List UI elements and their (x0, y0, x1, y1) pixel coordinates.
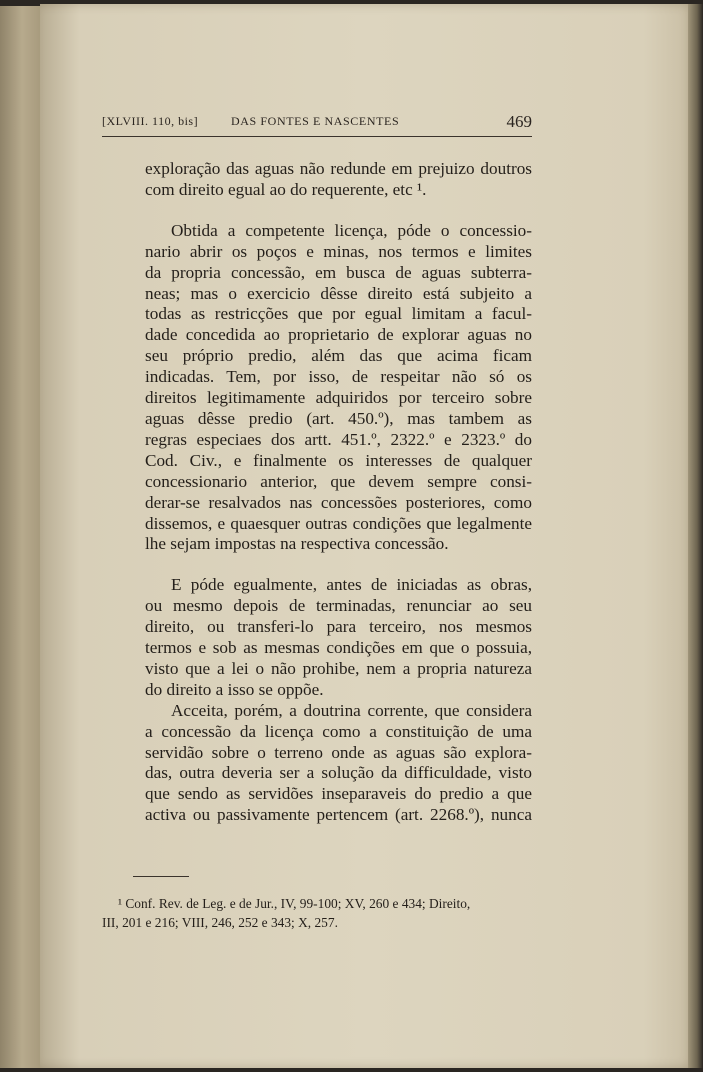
text-line: visto que a lei o não prohibe, nem a propria natureza (145, 658, 532, 678)
facing-page-edge (0, 6, 42, 1068)
page-number: 469 (506, 112, 532, 131)
text-line: direito, ou transferi-lo para terceiro, nos mesmos (145, 617, 532, 637)
text-line: aguas dêsse predio (art. 450.º), mas tambem as (145, 408, 532, 428)
text-line: Acceita, porém, a doutrina corrente, que considera (171, 700, 532, 720)
text-line: termos e sob as mesmas condições em que o possuia, (145, 638, 532, 658)
text-line: Cod. Civ., e finalmente os interesses de qualquer (145, 450, 532, 470)
text-line: E póde egualmente, antes de iniciadas as obras, (171, 575, 532, 595)
footnote-rule (133, 876, 189, 877)
text-line: dade concedida ao proprietario de explorar aguas no (145, 325, 532, 345)
text-line: todas as restricções que por egual limitam a facul- (145, 304, 532, 324)
text-line: nario abrir os poços e minas, nos termos e limites (145, 241, 532, 261)
text-line: direitos legitimamente adquiridos por terceiro sobre (145, 388, 532, 408)
text-line: Obtida a competente licença, póde o concessio- (171, 220, 532, 240)
page-edge-shadow (688, 4, 703, 1068)
text-line: exploração das aguas não redunde em prejuizo doutros (145, 159, 532, 178)
body-text (145, 159, 532, 826)
text-line: que sendo as servidões inseparaveis do predio a que (145, 784, 532, 804)
text-line: servidão sobre o terreno onde as aguas são explora- (145, 742, 532, 762)
text-line: ou mesmo depois de terminadas, renunciar ao seu (145, 596, 532, 616)
footnote-line: III, 201 e 216; VIII, 246, 252 e 343; X, 257. (102, 915, 338, 930)
text-line: dissemos, e quaesquer outras condições que legalmente (145, 513, 532, 533)
text-line: da propria concessão, em busca de aguas subterra- (145, 262, 532, 282)
text-line: activa ou passivamente pertencem (art. 2268.º), nunca (145, 805, 532, 825)
text-line: neas; mas o exercicio dêsse direito está subjeito a (145, 283, 532, 303)
footnote-line: ¹ Conf. Rev. de Leg. e de Jur., IV, 99-100; XV, 260 e 434; Direito, (118, 896, 471, 911)
text-line: concessionario anterior, que devem sempre consi- (145, 471, 532, 491)
running-header (102, 112, 532, 132)
text-line: seu próprio predio, além das que acima ficam (145, 346, 532, 366)
running-reference: [XLVIII. 110, bis] (102, 114, 199, 128)
text-line: a concessão da licença como a constituição de uma (145, 721, 532, 741)
footnotes (102, 894, 532, 932)
text-line: das, outra deveria ser a solução da difficuldade, visto (145, 763, 532, 783)
running-title: DAS FONTES E NASCENTES (231, 114, 400, 128)
text-line: regras especiaes dos artt. 451.º, 2322.º e 2323.º do (145, 429, 532, 449)
text-line: do direito a isso se oppõe. (145, 679, 324, 699)
text-line: com direito egual ao do requerente, etc ¹. (145, 179, 427, 199)
text-line: indicadas. Tem, por isso, de respeitar não só os (145, 367, 532, 387)
text-line: lhe sejam impostas na respectiva concessão. (145, 534, 449, 554)
header-rule (102, 136, 532, 137)
text-line: derar-se resalvados nas concessões posteriores, como (145, 492, 532, 512)
